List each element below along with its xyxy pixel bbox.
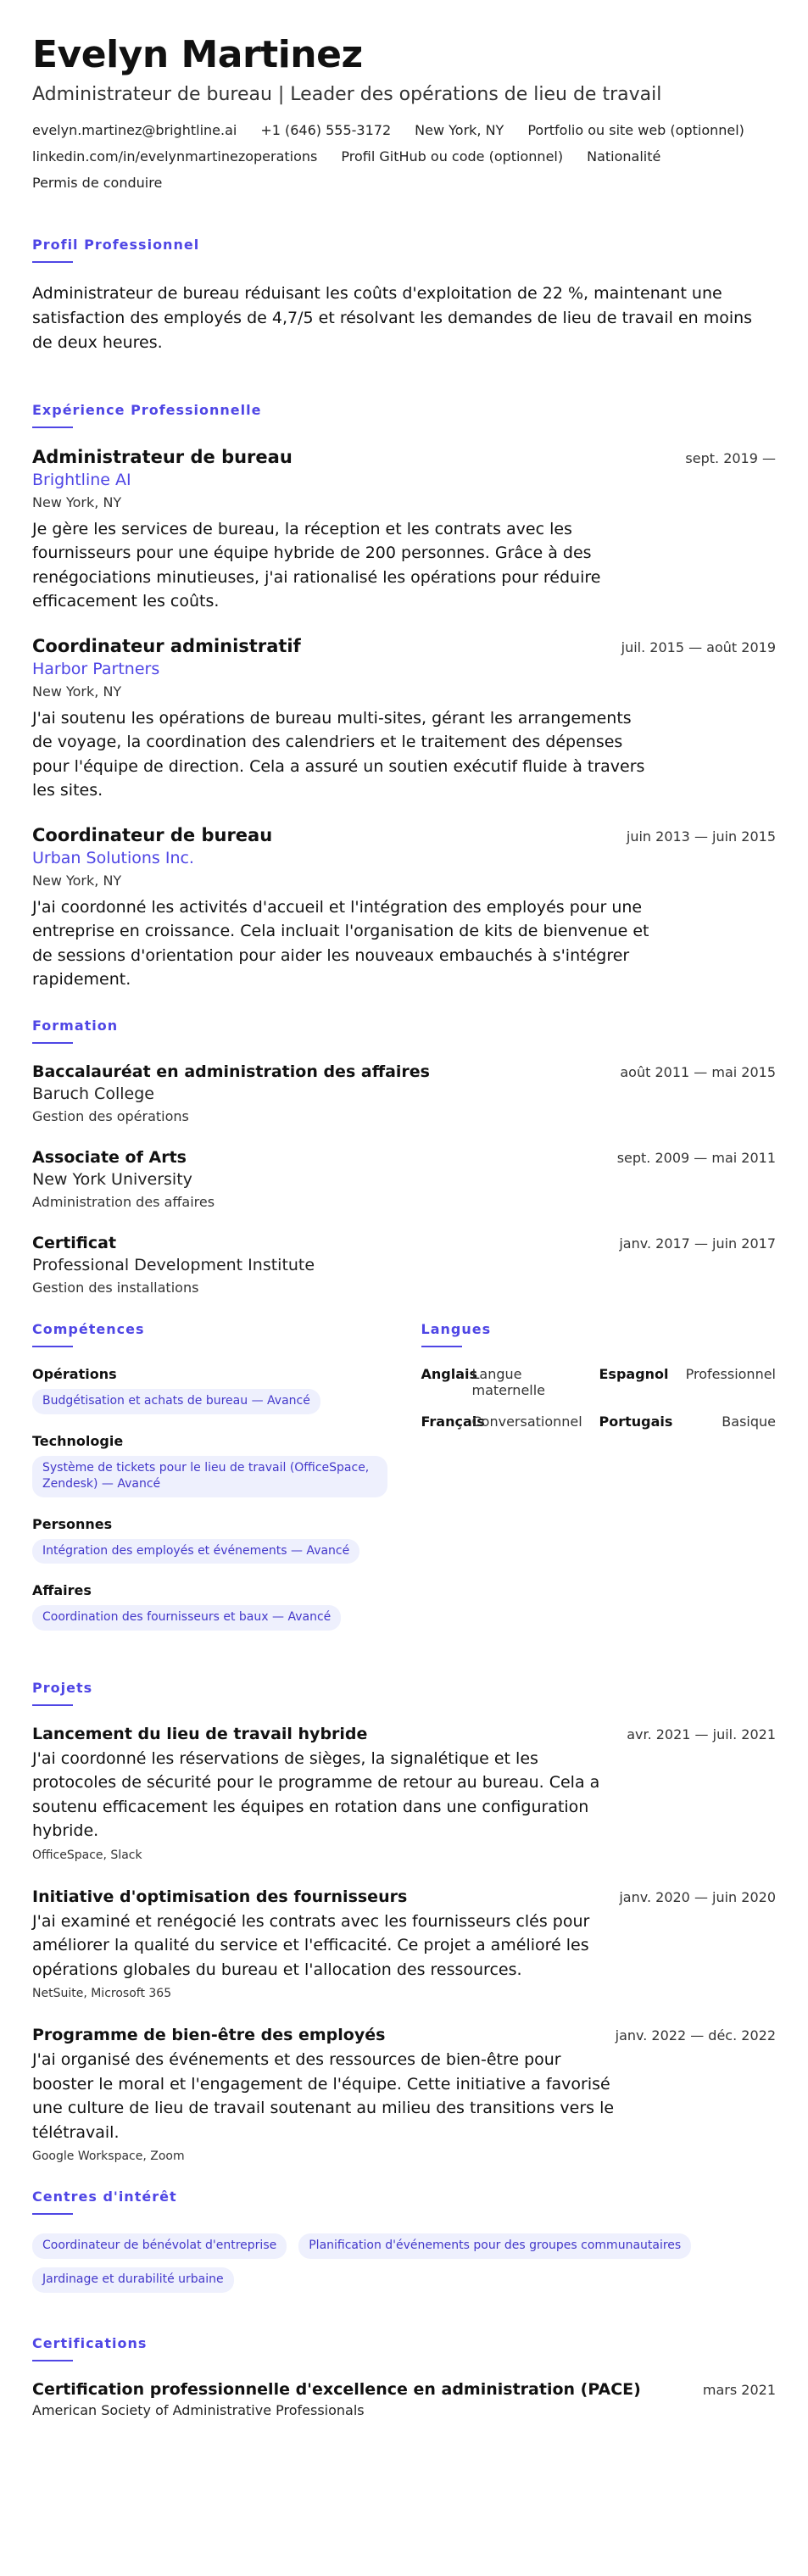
job-location: New York, NY — [32, 872, 122, 889]
contact-portfolio[interactable]: Portfolio ou site web (optionnel) — [527, 121, 744, 138]
project-name: Initiative d'optimisation des fournisseurs — [32, 1887, 408, 1906]
language-name: Portugais — [599, 1413, 673, 1430]
job-location: New York, NY — [32, 493, 122, 510]
project-tools: Google Workspace, Zoom — [32, 2149, 185, 2164]
degree-title: Associate of Arts — [32, 1147, 187, 1167]
contact-linkedin[interactable]: linkedin.com/in/evelynmartinezoperations — [32, 148, 318, 164]
job-dates: sept. 2019 — — [685, 449, 776, 466]
institution-name: New York University — [32, 1169, 192, 1189]
project-tools: NetSuite, Microsoft 365 — [32, 1987, 172, 2001]
job-title: Administrateur de bureau — [32, 446, 293, 467]
skill-tag: Système de tickets pour le lieu de travail (OfficeSpace, Zendesk) — Avancé — [32, 1456, 387, 1497]
contact-nationality: Nationalité — [587, 148, 661, 164]
skill-group — [32, 1582, 387, 1631]
job-description: J'ai soutenu les opérations de bureau multi-sites, gérant les arrangements de voyage, la coordination des calendriers et le traitement des dépenses pour l'équipe de direction. Cela a assuré un soutien exécutif fluide à travers les sites. — [32, 708, 645, 800]
section-divider — [32, 427, 73, 428]
section-title: Projets — [32, 1679, 93, 1696]
field-of-study: Administration des affaires — [32, 1193, 215, 1210]
language-grid — [421, 1366, 777, 1430]
project-tools: OfficeSpace, Slack — [32, 1848, 142, 1862]
certification-date: mars 2021 — [702, 2381, 776, 2398]
section-title: Centres d'intérêt — [32, 2188, 177, 2205]
education-entry — [32, 1148, 776, 1210]
section-divider — [32, 1346, 73, 1347]
certification-issuer: American Society of Administrative Professionals — [32, 2401, 365, 2418]
education-section — [32, 1018, 776, 1296]
company-name: Brightline AI — [32, 470, 131, 489]
headline: Administrateur de bureau | Leader des opérations de lieu de travail — [32, 83, 662, 105]
project-description: J'ai coordonné les réservations de sièges, la signalétique et les protocoles de sécurité pour le programme de retour au bureau. Cela a soutenu efficacement les équipes en rotation dans une configuration hybride. — [32, 1748, 600, 1841]
project-name: Lancement du lieu de travail hybride — [32, 1724, 368, 1743]
job-dates: juin 2013 — juin 2015 — [626, 828, 776, 845]
company-name: Harbor Partners — [32, 659, 160, 678]
language-level: Langue maternelle — [471, 1365, 546, 1398]
experience-section — [32, 402, 776, 992]
education-dates: janv. 2017 — juin 2017 — [619, 1235, 776, 1252]
section-divider — [32, 2213, 73, 2215]
skill-group — [32, 1366, 387, 1414]
contact-email[interactable]: evelyn.martinez@brightline.ai — [32, 121, 237, 138]
language-name: Anglais — [421, 1365, 478, 1382]
section-divider — [32, 2360, 73, 2361]
project-entry — [32, 1725, 776, 1862]
skill-category: Personnes — [32, 1515, 113, 1532]
experience-entry — [32, 825, 776, 992]
interest-tag: Planification d'événements pour des groupes communautaires — [298, 2233, 691, 2259]
field-of-study: Gestion des installations — [32, 1279, 199, 1296]
section-title: Compétences — [32, 1320, 145, 1337]
skill-category: Technologie — [32, 1432, 124, 1449]
contact-license: Permis de conduire — [32, 174, 163, 191]
education-dates: août 2011 — mai 2015 — [620, 1063, 776, 1080]
interests-section — [32, 2188, 776, 2292]
section-divider — [421, 1346, 462, 1347]
project-name: Programme de bien-être des employés — [32, 2026, 386, 2045]
project-description: J'ai examiné et renégocié les contrats avec les fournisseurs clés pour améliorer la qualité du service et l'efficacité. Ce projet a amélioré les opérations globales du bureau et l'allocation des ressources. — [32, 1911, 590, 1979]
section-title: Profil Professionnel — [32, 236, 200, 253]
interest-tag: Coordinateur de bénévolat d'entreprise — [32, 2233, 287, 2259]
project-dates: janv. 2020 — juin 2020 — [619, 1888, 776, 1905]
company-name: Urban Solutions Inc. — [32, 848, 194, 867]
projects-section — [32, 1680, 776, 2164]
job-description: Je gère les services de bureau, la réception et les contrats avec les fournisseurs pour une équipe hybride de 200 personnes. Grâce à des renégociations minutieuses, j'ai rationalisé les opérations pour réduire efficacement les coûts. — [32, 519, 601, 611]
profile-summary: Administrateur de bureau réduisant les coûts d'exploitation de 22 %, maintenant une satisfaction des employés de 4,7/5 et résolvant les demandes de lieu de travail en moins de deux heures. — [32, 283, 753, 353]
certifications-section — [32, 2335, 776, 2418]
skills-languages-row — [32, 1321, 776, 1649]
section-title: Expérience Professionnelle — [32, 401, 262, 418]
candidate-name: Evelyn Martinez — [32, 33, 363, 76]
job-description: J'ai coordonné les activités d'accueil et l'intégration des employés pour une entreprise en croissance. Cela incluait l'organisation de kits de bienvenue et de sessions d'orientation pour aider les nouveaux embauchés à s'intégrer rapidement. — [32, 897, 649, 990]
skill-tag: Coordination des fournisseurs et baux — Avancé — [32, 1605, 341, 1631]
job-title: Coordinateur de bureau — [32, 824, 273, 845]
experience-entry — [32, 447, 776, 614]
section-divider — [32, 261, 73, 263]
degree-title: Baccalauréat en administration des affaires — [32, 1062, 430, 1081]
institution-name: Professional Development Institute — [32, 1255, 315, 1274]
contact-location: New York, NY — [415, 121, 504, 138]
language-level: Professionnel — [685, 1365, 776, 1382]
contact-list — [32, 122, 776, 191]
contact-phone[interactable]: +1 (646) 555-3172 — [260, 121, 392, 138]
education-entry — [32, 1062, 776, 1124]
language-level: Conversationnel — [471, 1413, 582, 1430]
certification-name: Certification professionnelle d'excellence en administration (PACE) — [32, 2379, 641, 2399]
institution-name: Baruch College — [32, 1084, 154, 1103]
section-divider — [32, 1704, 73, 1706]
skill-tag: Budgétisation et achats de bureau — Avancé — [32, 1389, 320, 1414]
contact-github[interactable]: Profil GitHub ou code (optionnel) — [341, 148, 564, 164]
project-dates: janv. 2022 — déc. 2022 — [615, 2027, 776, 2044]
section-title: Langues — [421, 1320, 492, 1337]
interest-list — [32, 2233, 776, 2292]
skill-group — [32, 1516, 387, 1564]
skill-category: Opérations — [32, 1365, 117, 1382]
profile-section — [32, 237, 776, 356]
project-entry — [32, 1887, 776, 2001]
project-entry — [32, 2026, 776, 2163]
job-dates: juil. 2015 — août 2019 — [621, 638, 776, 655]
interest-tag: Jardinage et durabilité urbaine — [32, 2267, 234, 2293]
section-title: Certifications — [32, 2334, 148, 2351]
certification-entry — [32, 2380, 776, 2418]
language-level: Basique — [722, 1413, 776, 1430]
project-description: J'ai organisé des événements et des ressources de bien-être pour booster le moral et l'engagement de l'équipe. Cette initiative a favorisé une culture de lieu de travail soutenant au milieu des transitions vers le télétravail. — [32, 2050, 615, 2142]
field-of-study: Gestion des opérations — [32, 1107, 189, 1124]
skill-group — [32, 1433, 387, 1497]
experience-entry — [32, 636, 776, 803]
job-title: Coordinateur administratif — [32, 635, 301, 656]
section-title: Formation — [32, 1017, 119, 1034]
degree-title: Certificat — [32, 1233, 117, 1252]
education-entry — [32, 1234, 776, 1296]
skill-category: Affaires — [32, 1582, 92, 1599]
section-divider — [32, 1042, 73, 1044]
project-dates: avr. 2021 — juil. 2021 — [627, 1726, 776, 1742]
job-location: New York, NY — [32, 683, 122, 700]
skills-section — [32, 1321, 387, 1649]
languages-section — [421, 1321, 777, 1649]
language-name: Espagnol — [599, 1365, 669, 1382]
language-name: Français — [421, 1413, 485, 1430]
skill-tag: Intégration des employés et événements — Avancé — [32, 1539, 359, 1564]
education-dates: sept. 2009 — mai 2011 — [616, 1149, 776, 1166]
